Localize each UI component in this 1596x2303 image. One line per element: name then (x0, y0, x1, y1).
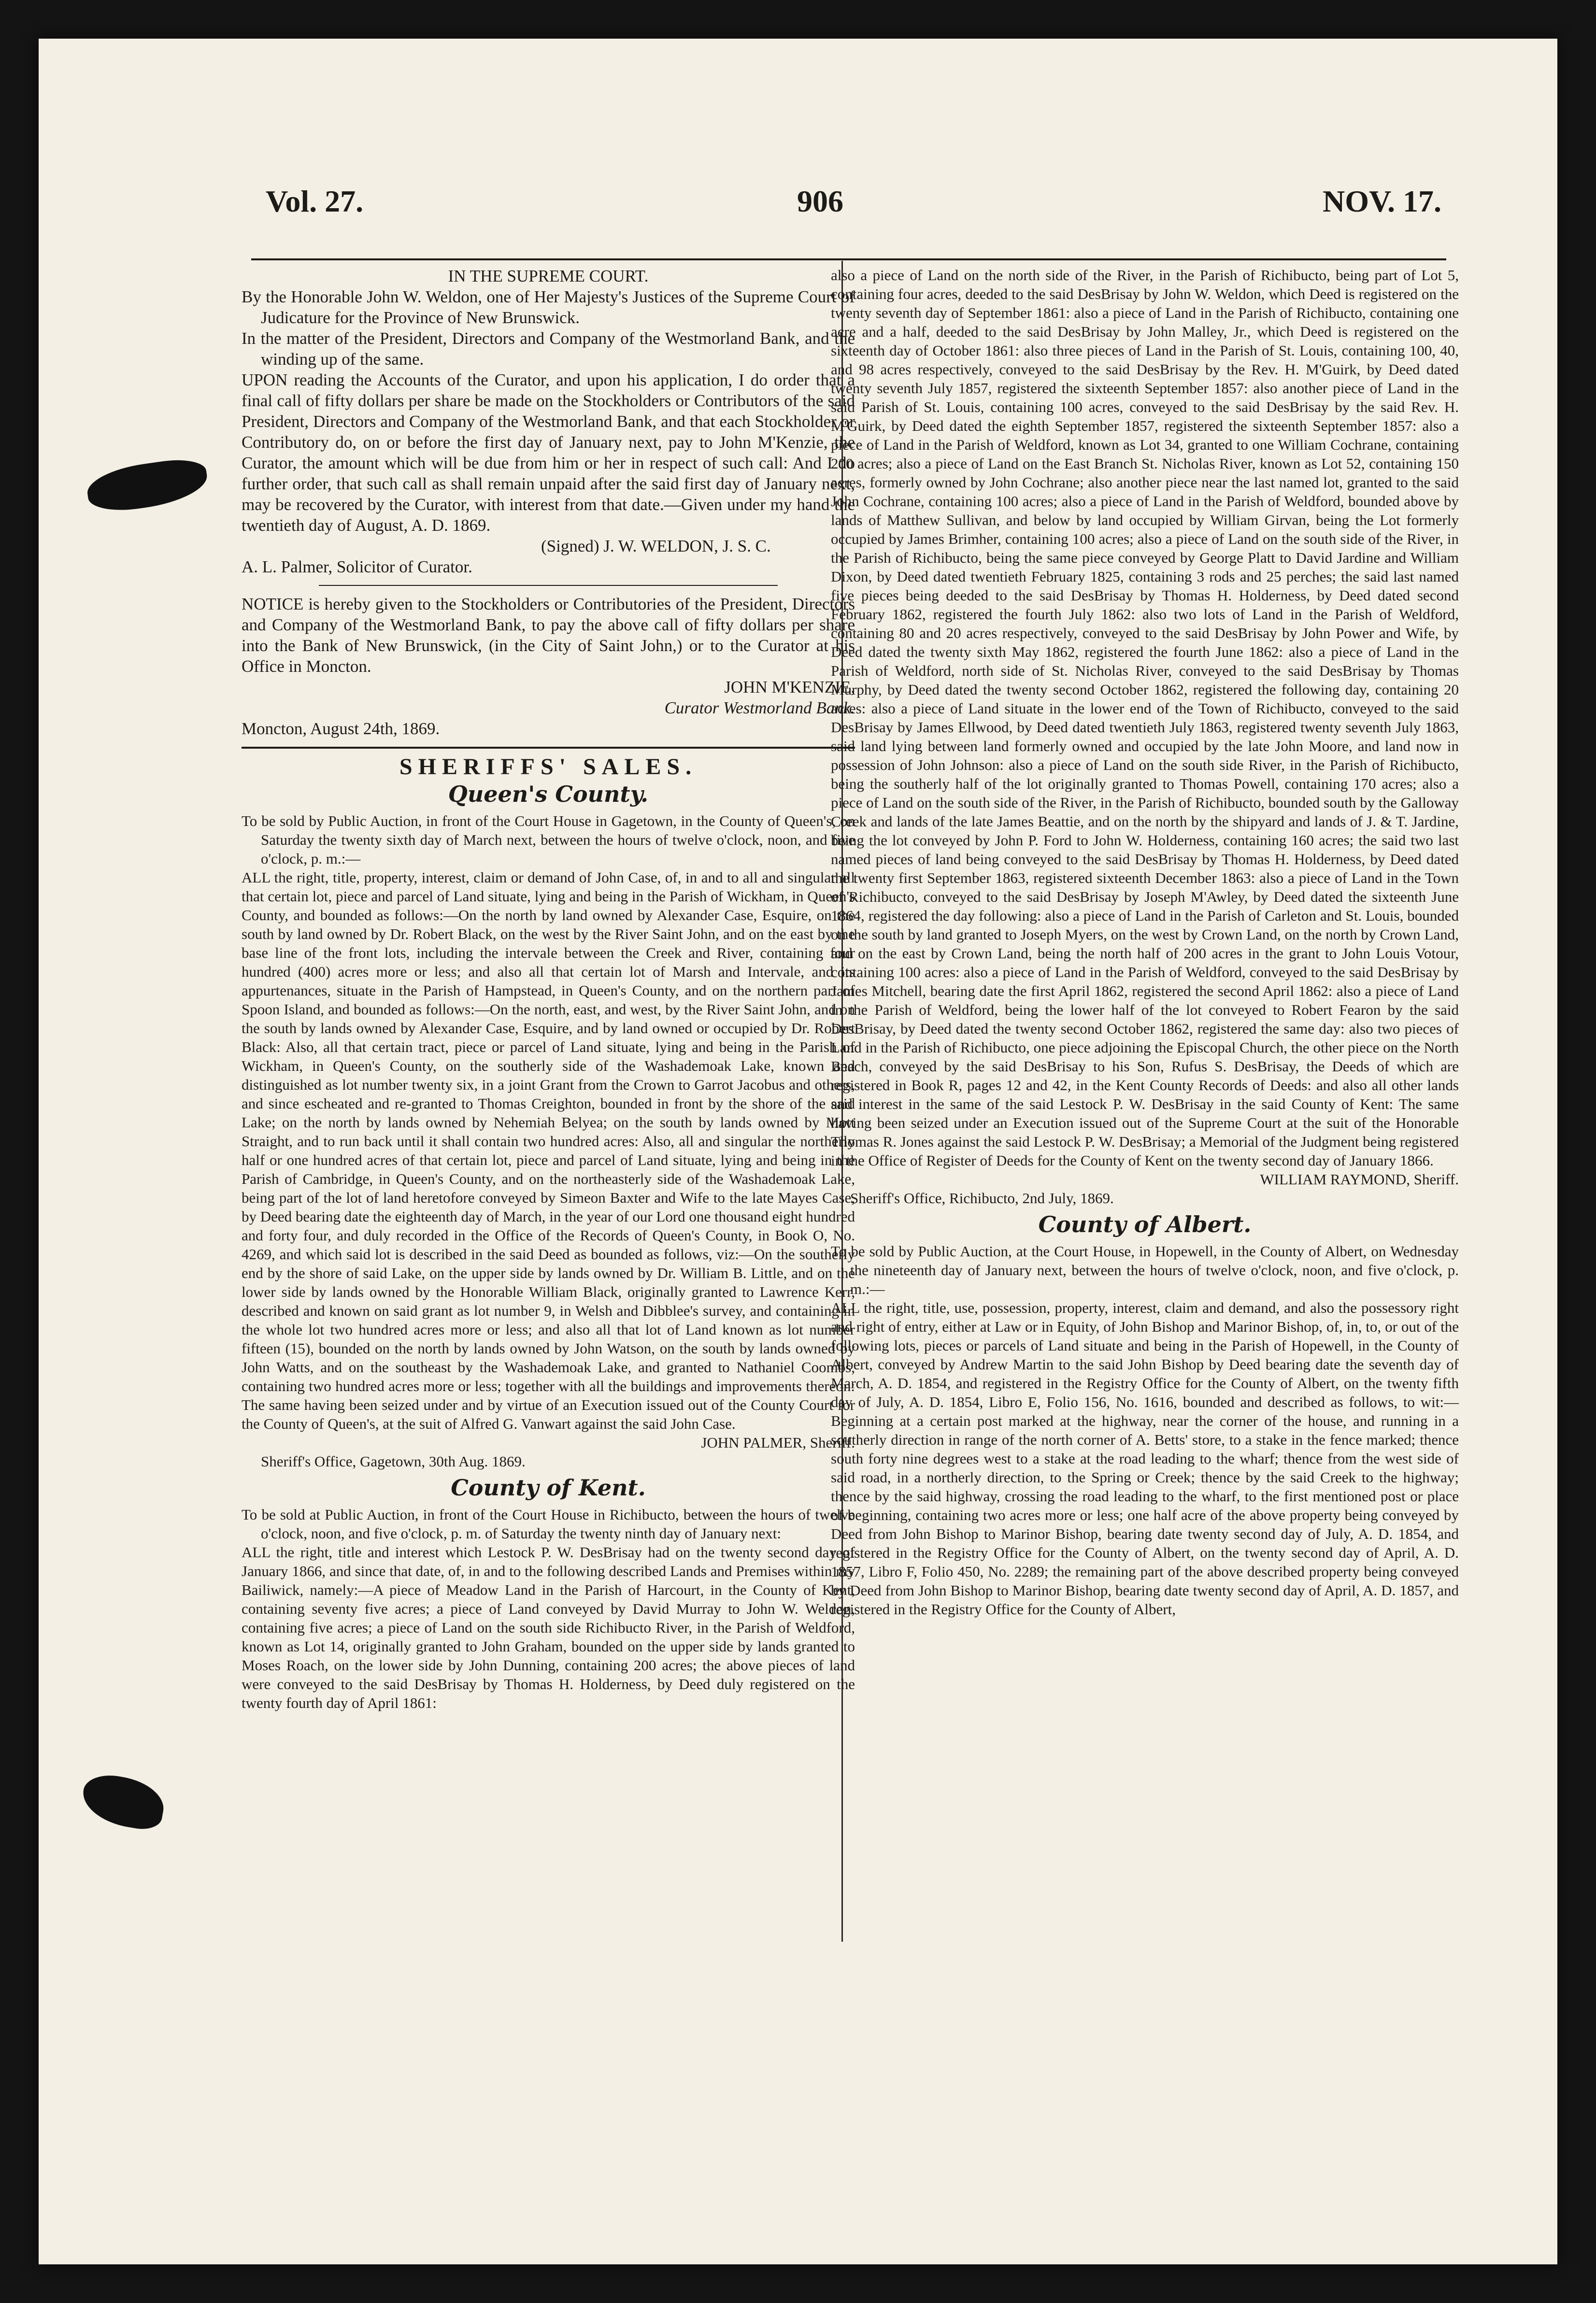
court-by: By the Honorable John W. Weldon, one of Her Majesty's Justices of the Supreme Court of Judicature for the Province of New Brunswick. (242, 287, 855, 327)
right-column (831, 266, 1459, 1619)
kent-intro: To be sold at Public Auction, in front of the Court House in Richibucto, between the hours of twelve o'clock, noon, and five o'clock, p. m. of Saturday the twenty ninth day of January next: (242, 1506, 855, 1542)
ink-blot (79, 1771, 168, 1833)
queens-county-heading: Queen's County. (448, 781, 649, 807)
notice-title: Curator Westmorland Bank. (664, 698, 855, 717)
issue-date: NOV. 17. (1323, 184, 1441, 218)
kent-body: ALL the right, title and interest which Lestock P. W. DesBrisay had on the twenty second day of January 1866, and since that date, of, in and to the following described Lands and Premises within my Bailiwick, namely:—A piece of Meadow Land in the Parish of Harcourt, in the County of Kent, containing seventy five acres; a piece of Land conveyed by David Murray to John W. Weldon, containing five acres; a piece of Land on the south side Richibucto River, in the Parish of Weldford, known as Lot 14, originally granted to John Graham, bounded on the upper side by lands granted to Moses Roach, on the lower side by John Dunning, containing 200 acres; the above pieces of land were conveyed to the said DesBrisay by Thomas H. Holderness, by Deed duly registered on the twenty fourth day of April 1861: (242, 1544, 855, 1711)
page-number: 906 (797, 184, 843, 218)
notice-name: JOHN M'KENZIE, (724, 678, 855, 697)
header-rule (251, 258, 1446, 260)
running-head (266, 184, 1441, 237)
ink-blot (85, 455, 210, 515)
court-matter: In the matter of the President, Directors and Company of the Westmorland Bank, and the winding up of the same. (242, 329, 855, 369)
queens-body: ALL the right, title, property, interest, claim or demand of John Case, of, in and to all and singular all that certain lot, piece and parcel of Land situate, lying and being in the Parish of Wickham, in Queen's County, and bounded as follows:—On the north by land owned by Alexander Case, Esquire, on the south by land owned by Dr. Robert Black, on the west by the River Saint John, and on the east by the base line of the front lots, including the intervale between the Creek and River, containing four hundred (400) acres more or less; and also all that certain lot of Marsh and Intervale, and its appurtenances, situate in the Parish of Hampstead, in Queen's County, and on the northern part of Spoon Island, and bounded as follows:—On the north, east, and west, by the River Saint John, and on the south by lands owned by Alexander Case, Esquire, and by land owned or occupied by Dr. Robert Black: Also, all that certain tract, piece or parcel of Land situate, lying and being in the Parish of Wickham, in Queen's County, on the southerly side of the Washademoak Lake, known and distinguished as lot number twenty six, in a joint Grant from the Crown to Garrot Jacobus and others, and since escheated and re-granted to Thomas Creighton, bounded in front by the shore of the said Lake; on the north by lands owned by Nehemiah Belyea; on the south by lands owned by Mott Straight, and to run back until it shall contain two hundred acres: Also, all and singular the northerly half or one hundred acres of that certain lot, piece and parcel of Land situate, lying and being in the Parish of Cambridge, in Queen's County, and on the northeasterly side of the Washademoak Lake, being part of the lot of land heretofore conveyed by Simeon Baxter and Wife to the late Mayes Case, by Deed bearing date the eighteenth day of March, in the year of our Lord one thousand eight hundred and forty four, and duly recorded in the Office of the Records of Queen's County, in Book O, No. 4269, and which said lot is described in the said Deed as bounded as follows, viz:—On the southerly end by the shore of said Lake, on the upper side by lands owned by Dr. William B. Little, and on the lower side by lands owned by the Honorable William Black, originally granted to Lawrence Kerr, described and known on said grant as lot number 9, in Welsh and Dibblee's survey, and containing in the whole lot two hundred acres more or less; and also all that lot of Land known as lot number fifteen (15), bounded on the north by lands owned by John Watson, on the south by lands owned by John Watts, and on the southeast by the Washademoak Lake, and granted to Nathaniel Coombs, containing two hundred acres more or less; together with all the buildings and improvements thereon: The same having been seized under and by virtue of an Execution issued out of the County Court for the County of Queen's, at the suit of Alfred G. Vanwart against the said John Case. (242, 869, 855, 1432)
queens-sheriff: JOHN PALMER, Sheriff. (701, 1434, 855, 1451)
notice-text: NOTICE is hereby given to the Stockholders or Contributories of the President, Directors and Company of the Westmorland Bank, to pay the above call of fifty dollars per share into the Bank of New Brunswick, (in the City of Saint John,) or to the Curator at his Office in Moncton. (242, 595, 855, 676)
albert-county-heading: County of Albert. (1038, 1211, 1252, 1237)
court-solicitor: A. L. Palmer, Solicitor of Curator. (242, 557, 472, 576)
court-title: IN THE SUPREME COURT. (448, 267, 649, 285)
gazette-page (39, 39, 1557, 2264)
court-order: UPON reading the Accounts of the Curator, and upon his application, I do order that a final call of fifty dollars per share be made on the Stockholders or Contributors of the said President, Directors and Company of the Westmorland Bank, and that each Stockholder or Contributory do, on or before the first day of January next, pay to John M'Kenzie, the Curator, the amount which will be due from him or her in respect of such call: And I do further order, that such call as shall remain unpaid after the said first day of January next, may be recovered by the Curator, with interest from that date.—Given under my hand the twentieth day of August, A. D. 1869. (242, 370, 855, 535)
court-signed: (Signed) J. W. WELDON, J. S. C. (541, 537, 771, 555)
kent-date: Sheriff's Office, Richibucto, 2nd July, 1869. (850, 1190, 1114, 1207)
sheriffs-sales-heading: SHERIFFS' SALES. (399, 754, 698, 780)
notice-date: Moncton, August 24th, 1869. (242, 719, 440, 738)
queens-date: Sheriff's Office, Gagetown, 30th Aug. 1869. (261, 1453, 526, 1470)
volume-number: Vol. 27. (266, 184, 364, 218)
kent-county-heading: County of Kent. (451, 1475, 646, 1501)
kent-body-continued: also a piece of Land on the north side of the River, in the Parish of Richibucto, being part of Lot 5, containing four acres, deeded to the said DesBrisay by John W. Weldon, which Deed is registered on the twenty seventh day of September 1861: also a piece of Land in the Parish of Richibucto, containing one acre and a half, deeded to the said DesBrisay by John Malley, Jr., which Deed is registered on the sixteenth day of October 1861: also three pieces of Land in the Parish of St. Louis, containing 100, 40, and 98 acres respectively, conveyed to the said DesBrisay by the Rev. H. M'Guirk, by Deed dated twenty seventh July 1857, registered the sixteenth September 1857: also another piece of Land in the said Parish of St. Louis, containing 100 acres, conveyed to the said DesBrisay by the said Rev. H. M'Guirk, by Deed dated the eighth September 1857, registered the sixteenth September 1857: also a piece of Land in the Parish of Weldford, known as Lot 34, granted to one William Cochrane, containing 200 acres; also a piece of Land on the East Branch St. Nicholas River, known as Lot 52, containing 150 acres, formerly owned by John Cochrane; also another piece near the last named lot, granted to the said John Cochrane, containing 100 acres; also a piece of Land in the Parish of Weldford, bounded above by lands of Matthew Sullivan, and below by land occupied by William Girvan, being the Lot formerly occupied by James Brimher, containing 100 acres; also a piece of Land on the south side of the River, in the Parish of Richibucto, being the same piece conveyed by George Platt to David Jardine and William Dixon, by Deed dated twentieth February 1825, containing 3 rods and 25 perches; the said last named five pieces being deeded to the said DesBrisay by Thomas H. Holderness, by Deed dated second February 1862, registered the fourth July 1862: also two lots of Land in the Parish of Weldford, containing 80 and 20 acres respectively, conveyed to the said DesBrisay by John Power and Wife, by Deed dated the twenty sixth May 1862, registered the fourth June 1862: also a piece of Land in the Parish of Weldford, north side of St. Nicholas River, conveyed to the said DesBrisay by Thomas Murphy, by Deed dated the twenty second October 1862, registered the following day, containing 20 acres: also a piece of Land situate in the lower end of the Town of Richibucto, conveyed to the said DesBrisay by James Ellwood, by Deed dated twentieth July 1863, registered twenty seventh July 1863, said land lying between land formerly owned and occupied by the late John Moore, and land now in possession of John Johnson: also a piece of Land on the south side River, in the Parish of Richibucto, being the southerly half of the lot originally granted to Thomas Powell, containing 170 acres; also a piece of Land on the south side of the River, in the Parish of Richibucto, bounded south by the Galloway Creek and lands of the late James Beattie, and on the north by the shipyard and lands of J. & T. Jardine, being the lot conveyed by John P. Ford to John W. Holderness, containing 160 acres; the said two last named pieces of land being conveyed to the said DesBrisay by Thomas H. Holderness, by Deed dated the twenty first September 1863, registered sixteenth December 1863: also a piece of Land in the Town of Richibucto, conveyed to the said DesBrisay by Joseph M'Awley, by Deed dated the sixteenth June 1864, registered the day following: also a piece of Land in the Parish of Carleton and St. Louis, bounded on the south by land granted to Joseph Myers, on the west by Crown Land, on the north by Crown Land, and on the east by Crown Land, being the north half of 200 acres in the grant to John Louis Votour, containing 100 acres: also a piece of Land in the Parish of Weldford, conveyed to the said DesBrisay by James Mitchell, bearing date the first April 1862, registered the second April 1862: also a piece of Land in the Parish of Weldford, being the lower half of the lot conveyed to Robert Fearon by the said DesBrisay, by Deed dated the twenty second October 1862, registered the same day: also two pieces of Land in the Parish of Richibucto, one piece adjoining the Episcopal Church, the other piece on the North Beach, conveyed by the said DesBrisay to his Son, Rufus S. DesBrisay, the Deeds of which are registered in Book R, pages 12 and 42, in the Kent County Records of Deeds: and also all other lands and interest in the same of the said Lestock P. W. DesBrisay in the said County of Kent: The same having been seized under an Execution issued out of the Supreme Court at the suit of the Honorable Thomas R. Jones against the said Lestock P. W. DesBrisay; a Memorial of the Judgment being registered in the Office of Register of Deeds for the County of Kent on the twenty second day of January 1866. (831, 267, 1459, 1169)
albert-intro: To be sold by Public Auction, at the Court House, in Hopewell, in the County of Albert, on Wednesday the nineteenth day of January next, between the hours of twelve o'clock, noon, and five o'clock, p. m.:— (831, 1243, 1459, 1297)
queens-intro: To be sold by Public Auction, in front of the Court House in Gagetown, in the County of Queen's, on Saturday the twenty sixth day of March next, between the hours of twelve o'clock, noon, and five o'clock, p. m.:— (242, 812, 855, 867)
left-column (242, 266, 855, 1712)
albert-body: ALL the right, title, use, possession, property, interest, claim and demand, and also the possessory right and right of entry, either at Law or in Equity, of John Bishop and Marinor Bishop, of, in, to, or out of the following lots, pieces or parcels of Land situate and being in the Parish of Hopewell, in the County of Albert, conveyed by Andrew Martin to the said John Bishop by Deed bearing date the seventh day of March, A. D. 1854, and registered in the Registry Office for the County of Albert, on the twenty fifth day of July, A. D. 1854, Libro E, Folio 156, No. 1616, bounded and described as follows, to wit:—Beginning at a certain post marked at the highway, near the corner of the house, and running in a southerly direction in range of the north corner of A. Betts' store, to a stake in the fence marked; thence south forty nine degrees west to a stake at the road leading to the wharf; thence from the west side of said road, in a northerly direction, to the Spring or Creek; thence by the said Creek to the highway; thence by the said highway, crossing the road leading to the wharf, to the first mentioned post or place of beginning, containing two acres more or less; one half acre of the above property being conveyed by Deed from John Bishop to Marinor Bishop, bearing date twenty second day of July, A. D. 1854, and registered in the Registry Office for the County of Albert, on the twenty second day of April, A. D. 1857, Libro F, Folio 450, No. 2289; the remaining part of the above described property being conveyed by Deed from John Bishop to Marinor Bishop, bearing date twenty second day of April, A. D. 1857, and registered in the Registry Office for the County of Albert, (831, 1299, 1459, 1618)
section-rule (319, 585, 778, 586)
section-rule (242, 747, 855, 749)
kent-sheriff: WILLIAM RAYMOND, Sheriff. (1260, 1171, 1459, 1188)
